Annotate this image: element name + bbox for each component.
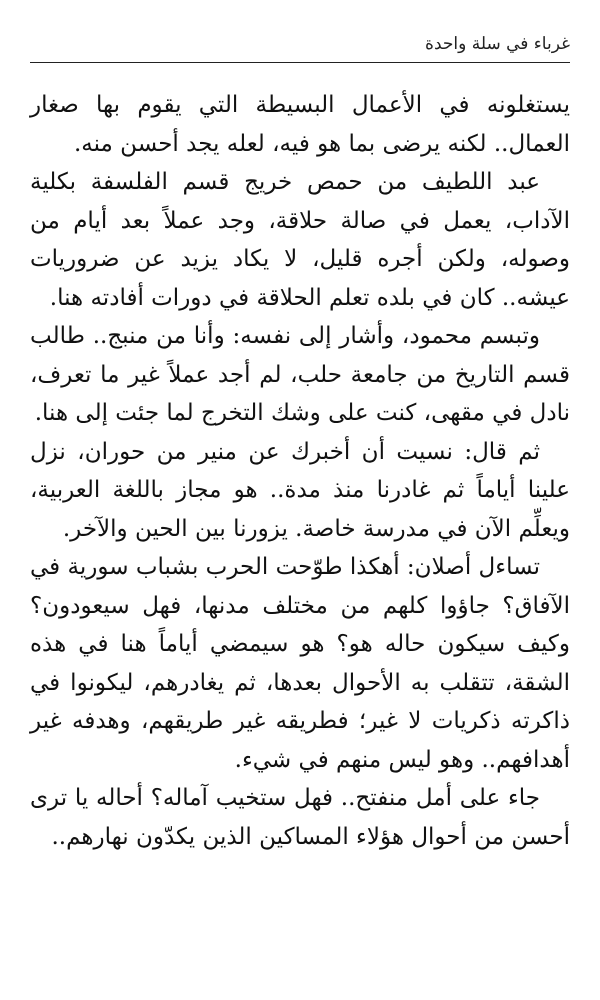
paragraph: وتبسم محمود، وأشار إلى نفسه: وأنا من منبج.. طالب قسم التاريخ من جامعة حلب، لم أجد عملاً غير ما تعرف، نادل في مقهى، كنت على وشك التخرج لما جئت إلى هنا. xyxy=(30,323,570,426)
paragraph-continued: يستغلونه في الأعمال البسيطة التي يقوم بها صغار العمال.. لكنه يرضى بما هو فيه، لعله يجد أحسن منه. xyxy=(30,92,570,157)
paragraph: جاء على أمل منفتح.. فهل ستخيب آماله؟ أحاله يا ترى أحسن من أحوال هؤلاء المساكين الذين يكدّون نهارهم.. xyxy=(30,785,570,850)
header-rule xyxy=(30,62,570,63)
body-text xyxy=(30,86,570,856)
paragraph: عبد اللطيف من حمص خريج قسم الفلسفة بكلية الآداب، يعمل في صالة حلاقة، وجد عملاً بعد أيام من وصوله، ولكن أجره قليل، لا يكاد يزيد عن ضروريات عيشه.. كان في بلده تعلم الحلاقة في دورات أفادته هنا. xyxy=(30,169,570,311)
running-header: غرباء في سلة واحدة xyxy=(425,34,570,54)
paragraph: تساءل أصلان: أهكذا طوّحت الحرب بشباب سورية في الآفاق؟ جاؤوا كلهم من مختلف مدنها، فهل سيعودون؟ وكيف سيكون حاله هو؟ هو سيمضي أياماً هنا في هذه الشقة، تتقلب به الأحوال بعدها، ثم يغادرهم، ليكونوا في ذاكرته ذكريات لا غير؛ فطريقه غير طريقهم، وهدفه غير أهدافهم.. وهو ليس منهم في شيء. xyxy=(30,554,570,773)
paragraph: ثم قال: نسيت أن أخبرك عن منير من حوران، نزل علينا أياماً ثم غادرنا منذ مدة.. هو مجاز باللغة العربية، ويعلِّم الآن في مدرسة خاصة. يزورنا بين الحين والآخر. xyxy=(30,438,570,542)
